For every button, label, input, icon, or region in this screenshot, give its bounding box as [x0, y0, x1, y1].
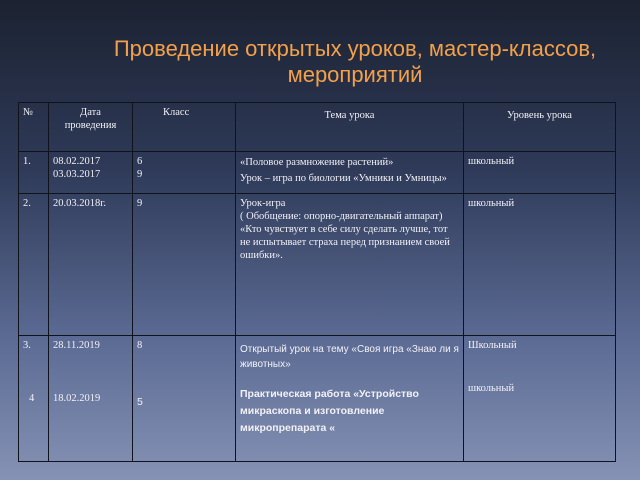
row3-num-1: 3. [23, 339, 31, 351]
row1-date-1: 08.02.2017 [53, 156, 101, 168]
row2-class: 9 [133, 194, 236, 335]
row1-class-2: 9 [137, 169, 143, 181]
row1-topic-line-1: «Половое размножение растений» [240, 157, 394, 169]
row3-level-1: Школьный [468, 339, 517, 351]
row3-num-2: 4 [29, 392, 35, 404]
row3-classes [133, 335, 236, 461]
slide-title: Проведение открытых уроков, мастер-классов, мероприятий [113, 36, 597, 87]
row3-level-2: школьный [468, 382, 515, 394]
row1-date-2: 03.03.2017 [53, 169, 101, 181]
table-row [19, 335, 616, 461]
row3-date-1: 28.11.2019 [53, 339, 100, 351]
row1-classes [133, 152, 236, 194]
table-row [19, 152, 616, 194]
header-date: Дата проведения [49, 103, 133, 152]
row3-dates [49, 335, 133, 461]
row3-levels [464, 335, 616, 461]
row2-num: 2. [19, 194, 49, 335]
row1-topic-line-2: Урок – игра по биологии «Умники и Умницы» [240, 173, 447, 185]
row1-num: 1. [19, 152, 49, 194]
row2-level: школьный [464, 194, 616, 335]
row1-dates [49, 152, 133, 194]
row3-class-1: 8 [137, 339, 143, 351]
row2-topic-line-3: «Кто чувствует в себе силу сделать лучше, тот не испытывает страха перед признанием своей ошибки». [240, 224, 450, 262]
row1-level: школьный [464, 152, 616, 194]
row3-topic-practical: Практическая работа «Устройство микраскопа и изготовление микропрепарата « [240, 387, 419, 434]
row1-class-1: 6 [137, 156, 143, 168]
row2-date: 20.03.2018г. [49, 194, 133, 335]
table-row [19, 194, 616, 335]
row2-topic [236, 194, 464, 335]
header-topic: Тема урока [236, 103, 464, 152]
header-level: Уровень урока [464, 103, 616, 152]
header-class: Класс [133, 103, 236, 152]
row3-topic [236, 335, 464, 461]
header-row [19, 103, 616, 152]
row1-topic [236, 152, 464, 194]
row3-topic-intro: Открытый урок на тему «Своя игра «Знаю ли я животных» [240, 343, 459, 370]
row3-date-2: 18.02.2019 [53, 392, 101, 404]
row3-nums [19, 335, 49, 461]
lessons-table [18, 102, 616, 462]
row2-topic-line-1: Урок-игра [240, 198, 286, 210]
header-num: № [19, 103, 49, 152]
row3-class-2: 5 [137, 395, 143, 408]
row2-topic-line-2: ( Обобщение: опорно-двигательный аппарат) [240, 211, 443, 223]
